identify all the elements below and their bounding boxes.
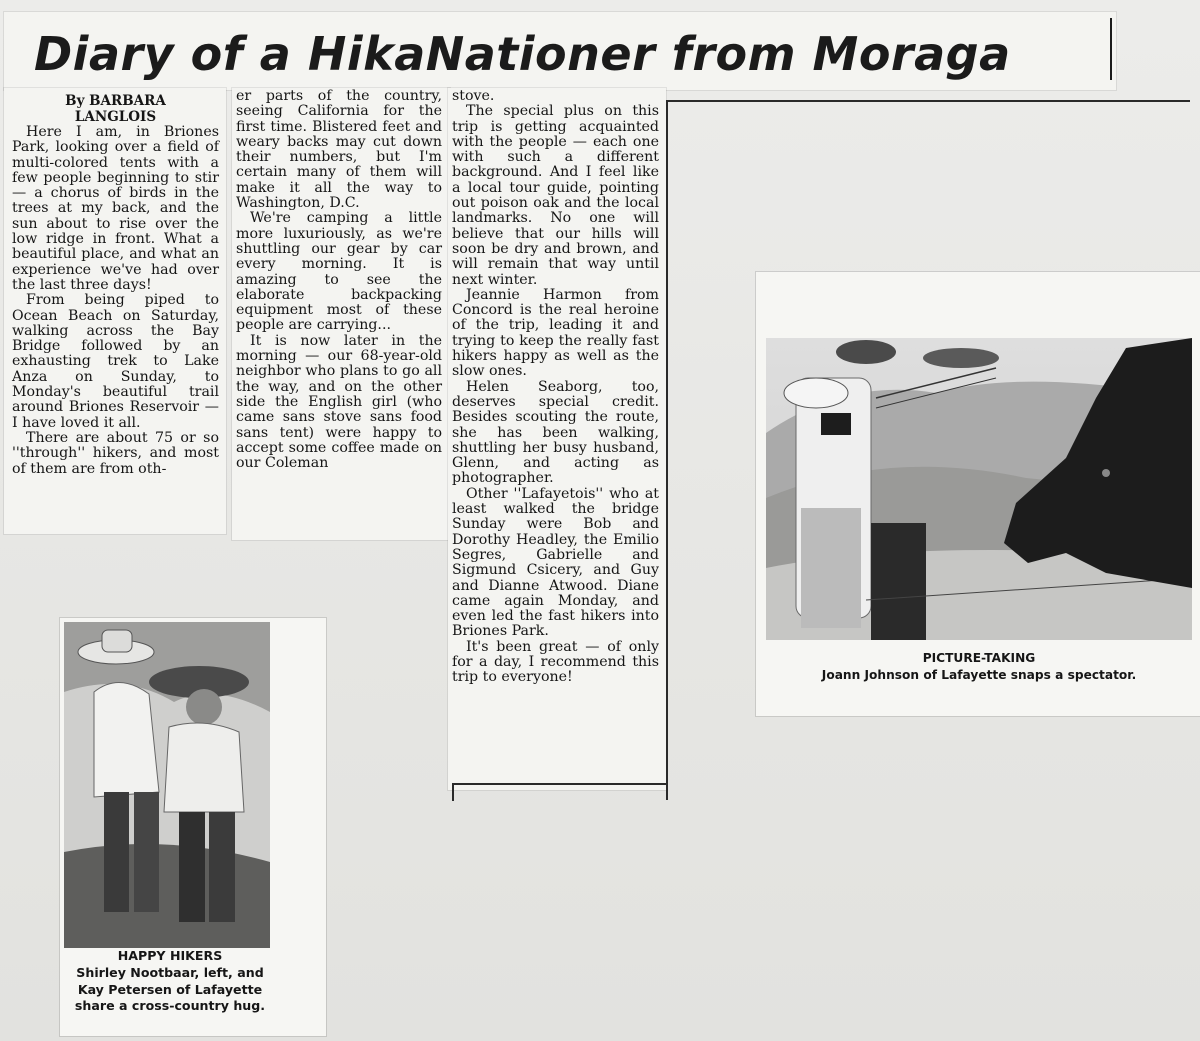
headline-rule (1110, 18, 1112, 80)
picture-taking-caption (766, 650, 1192, 684)
headline-clipping (4, 12, 1116, 90)
column-rule-top (666, 100, 1190, 102)
caption-line: Shirley Nootbaar, left, and (76, 964, 264, 980)
paragraph: From being piped to Ocean Beach on Saturday, walking across the Bay Bridge followed by an exhausting trek to Lake Anza on Sunday, to Monday's beautiful trail around Briones Reservoir — I have loved it all. (12, 292, 219, 431)
paragraph: There are about 75 or so ''through'' hikers, and most of them are from oth- (12, 429, 219, 477)
happy-hikers-caption (62, 948, 278, 1015)
caption-line: Kay Petersen of Lafayette (77, 981, 263, 997)
happy-hikers-photo (64, 622, 270, 948)
article-headline: Diary of a HikaNationer from Moraga (34, 27, 1011, 81)
caption-title: PICTURE-TAKING (922, 651, 1036, 665)
caption-title: HAPPY HIKERS (117, 948, 223, 963)
paragraph: stove. (452, 88, 495, 104)
paragraph: The special plus on this trip is getting acquainted with the people — each one with such a different background. And I feel like a local tour guide, pointing out poison oak and the local landmarks. No one will believe that our hills will soon be dry and brown, and will remain that way until next winter. (452, 103, 659, 288)
column-rule-bottom (452, 783, 668, 785)
paragraph: Jeannie Harmon from Concord is the real heroine of the trip, leading it and trying to keep the really fast hikers happy as well as the slow ones. (452, 286, 659, 380)
paragraph: It's been great — of only for a day, I recommend this trip to everyone! (452, 638, 659, 686)
paragraph: It is now later in the morning — our 68-year-old neighbor who plans to go all the way, and on the other side the English girl (who came sans stove sans food sans tent) were happy to accept some coffee made on our Coleman (236, 332, 442, 472)
caption-line: share a cross-country hug. (74, 998, 266, 1014)
article-column-3 (452, 89, 659, 686)
paragraph: Helen Seaborg, too, deserves special credit. Besides scouting the route, she has been walking, shuttling her busy husband, Glenn, and acting as photographer. (452, 378, 659, 487)
paragraph: er parts of the country, seeing California for the first time. Blistered feet and weary backs may cut down their numbers, but I'm certain many of them will make it all the way to Washington, D.C. (236, 88, 442, 212)
column-rule-bottom-left (452, 783, 454, 801)
caption-text: Joann Johnson of Lafayette snaps a spectator. (821, 668, 1137, 682)
paragraph: Here I am, in Briones Park, looking over a field of multi-colored tents with a few people beginning to stir — a chorus of birds in the trees at my back, and the sun about to rise over the low ridge in front. What a beautiful place, and what an experience we've had over the last three days! (12, 124, 219, 293)
article-byline (12, 94, 219, 125)
paragraph: We're camping a little more luxuriously, as we're shuttling our gear by car every morning. It is amazing to see the elaborate backpacking equipment most of these people are carrying... (236, 210, 442, 334)
article-column-1 (12, 94, 219, 477)
column-rule-right (666, 100, 668, 800)
byline-line-2: LANGLOIS (74, 108, 157, 125)
byline-line-1: By BARBARA (65, 93, 166, 109)
paragraph: Other ''Lafayetois'' who at least walked the bridge Sunday were Bob and Dorothy Headley, the Emilio Segres, Gabrielle and Sigmund Csicery, and Guy and Dianne Atwood. Diane came again Monday, and even led the fast hikers into Briones Park. (452, 485, 659, 640)
article-column-2 (236, 89, 442, 471)
picture-taking-photo (766, 338, 1192, 640)
